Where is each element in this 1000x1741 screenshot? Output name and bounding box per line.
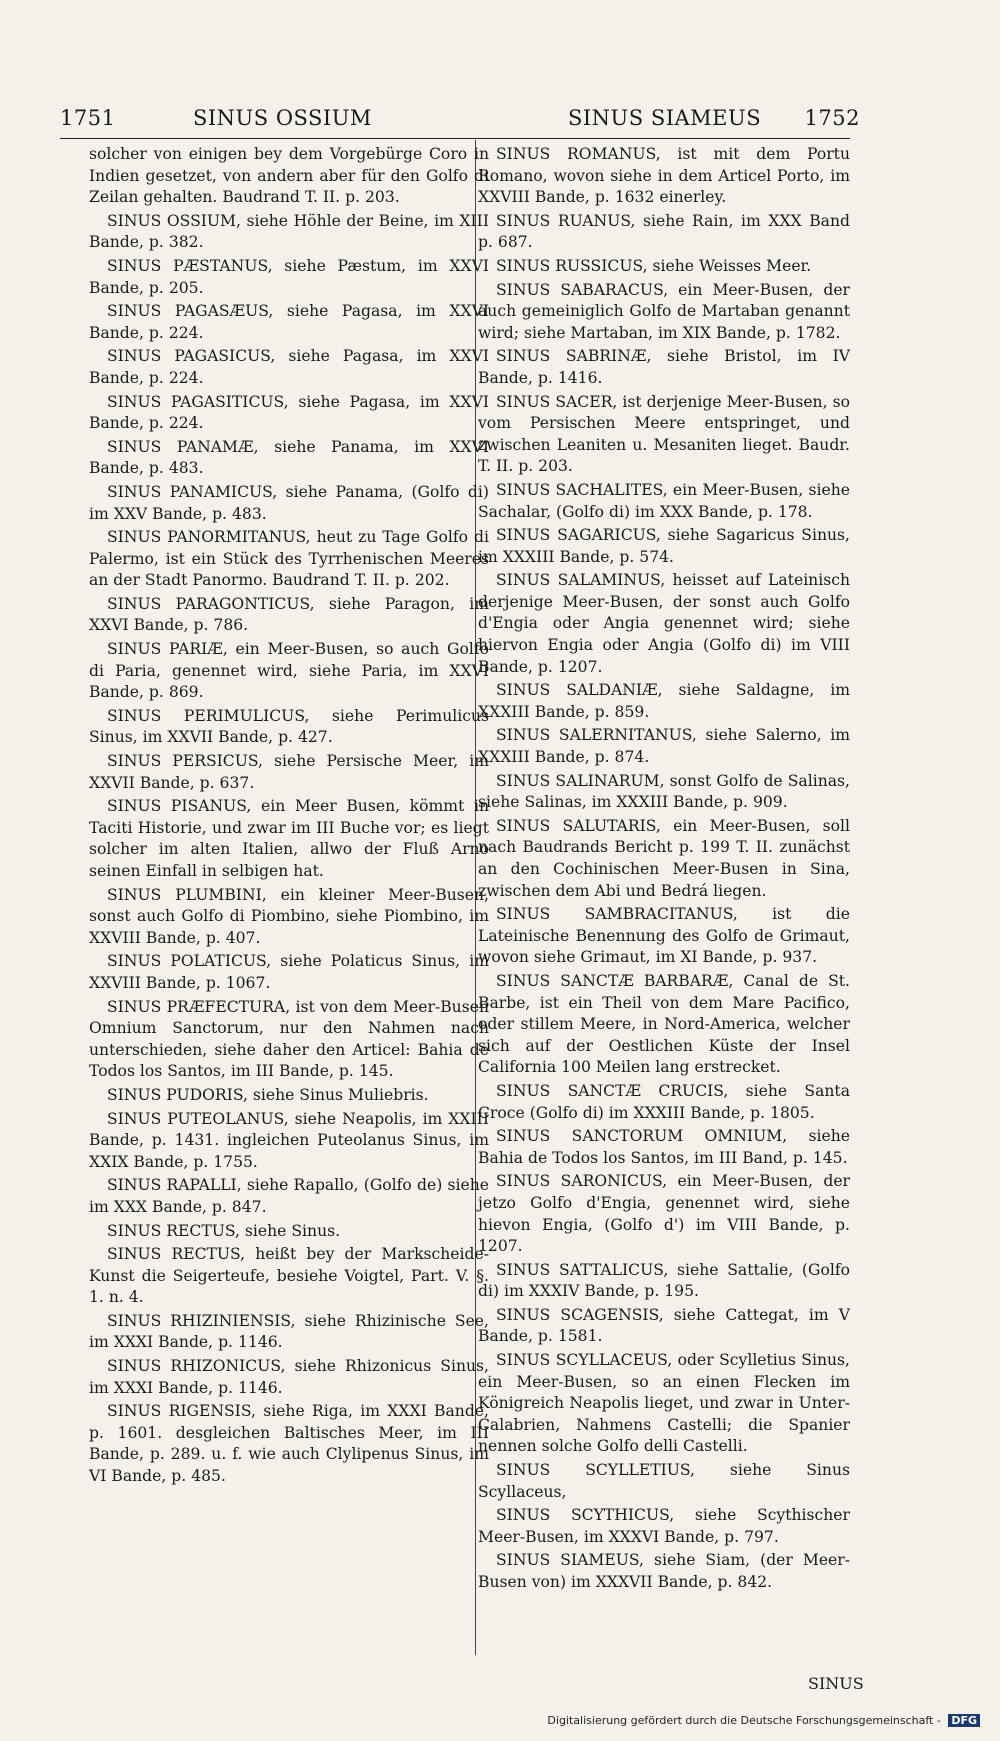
dictionary-entry: SINUS PISANUS, ein Meer Busen, kömmt in Taciti Historie, und zwar im III Buche vor; es liegt solcher im alten Italien, allwo der Fluß Arno seinen Einfall in selbigen hat. (89, 797, 489, 880)
dictionary-entry: SINUS RECTUS, siehe Sinus. (107, 1221, 341, 1240)
dictionary-entry: SINUS PAGASICUS, siehe Pagasa, im XXVI Bande, p. 224. (89, 347, 489, 387)
dictionary-entry: SINUS SCYLLACEUS, oder Scylletius Sinus, ein Meer-Busen, so an einen Flecken im Königreich Neapolis lieget, und zwar in Unter-Calabrien, Nahmens Castelli; die Spanier nennen solche Golfo delli Castelli. (478, 1351, 850, 1456)
dictionary-entry: SINUS SANCTÆ CRUCIS, siehe Santa Croce (Golfo di) im XXXIII Bande, p. 1805. (478, 1081, 850, 1122)
dictionary-entry: SINUS ROMANUS, ist mit dem Portu Romano, wovon siehe in dem Articel Porto, im XXVIII Bande, p. 1632 einerley. (478, 145, 850, 207)
dictionary-entry: SINUS PARIÆ, ein Meer-Busen, so auch Golfo di Paria, genennet wird, siehe Paria, im XXVI Bande, p. 869. (89, 640, 489, 702)
dictionary-entry: SINUS SABARACUS, ein Meer-Busen, der auch gemeiniglich Golfo de Martaban genannt wird; siehe Martaban, im XIX Bande, p. 1782. (478, 280, 850, 342)
dictionary-entry: SINUS PUDORIS, siehe Sinus Muliebris. (107, 1085, 429, 1104)
dictionary-entry: SINUS PLUMBINI, ein kleiner Meer-Busen, sonst auch Golfo di Piombino, siehe Piombino, im XXVIII Bande, p. 407. (89, 885, 489, 947)
dictionary-entry: SINUS SIAMEUS, siehe Siam, (der Meer-Busen von) im XXXVII Bande, p. 842. (478, 1551, 850, 1591)
dictionary-entry: SINUS SACHALITES, ein Meer-Busen, siehe Sachalar, (Golfo di) im XXX Bande, p. 178. (478, 480, 850, 521)
page-number-right: 1752 (804, 106, 860, 130)
dictionary-entry: SINUS POLATICUS, siehe Polaticus Sinus, im XXVIII Bande, p. 1067. (89, 952, 489, 992)
dictionary-entry: SINUS SAGARICUS, siehe Sagaricus Sinus, im XXXIII Bande, p. 574. (478, 526, 850, 566)
dictionary-entry: SINUS SALDANIÆ, siehe Saldagne, im XXXIII Bande, p. 859. (478, 681, 850, 721)
dictionary-entry: SINUS SATTALICUS, siehe Sattalie, (Golfo di) im XXXIV Bande, p. 195. (478, 1260, 850, 1301)
dictionary-entry: SINUS OSSIUM, siehe Höhle der Beine, im XIII Bande, p. 382. (89, 211, 489, 252)
dictionary-entry: SINUS PRÆFECTURA, ist von dem Meer-Busen Omnium Sanctorum, nur den Nahmen nach unterschieden, siehe daher den Articel: Bahia de Todos los Santos, im III Bande, p. 145. (89, 997, 489, 1081)
dictionary-entry: SINUS PANAMICUS, siehe Panama, (Golfo di) im XXV Bande, p. 483. (89, 482, 489, 523)
dictionary-entry: SINUS RHIZINIENSIS, siehe Rhizinische See, im XXXI Bande, p. 1146. (89, 1311, 489, 1352)
dictionary-entry: SINUS RIGENSIS, siehe Riga, im XXXI Bande, p. 1601. desgleichen Baltisches Meer, im III Bande, p. 289. u. f. wie auch Clylipenus Sinus, im VI Bande, p. 485. (89, 1402, 489, 1486)
page-header (60, 100, 860, 134)
dfg-logo: DFG (948, 1714, 980, 1727)
footer (547, 1714, 980, 1727)
dictionary-entry: SINUS SALINARUM, sonst Golfo de Salinas, siehe Salinas, im XXXIII Bande, p. 909. (478, 771, 850, 812)
header-rule (60, 138, 850, 139)
dictionary-entry: SINUS PERIMULICUS, siehe Perimulicus Sinus, im XXVII Bande, p. 427. (89, 706, 489, 747)
dictionary-entry: SINUS PANORMITANUS, heut zu Tage Golfo di Palermo, ist ein Stück des Tyrrhenischen Meeres an der Stadt Panormo. Baudrand T. II. p. 202. (89, 528, 489, 590)
right-column (478, 144, 850, 1596)
dictionary-entry: SINUS PUTEOLANUS, siehe Neapolis, im XXIII Bande, p. 1431. ingleichen Puteolanus Sinus, im XXIX Bande, p. 1755. (89, 1109, 489, 1171)
left-column (89, 144, 489, 1490)
footer-text: Digitalisierung gefördert durch die Deutsche Forschungsgemeinschaft - (547, 1714, 941, 1727)
dictionary-entry: SINUS SALAMINUS, heisset auf Lateinisch derjenige Meer-Busen, der sonst auch Golfo d'Engia oder Angia genennet wird; siehe hiervon Engia oder Angia (Golfo di) im VIII Bande, p. 1207. (478, 571, 850, 676)
dictionary-entry: SINUS SALERNITANUS, siehe Salerno, im XXXIII Bande, p. 874. (478, 726, 850, 767)
dictionary-entry: SINUS PAGASITICUS, siehe Pagasa, im XXVI Bande, p. 224. (89, 392, 489, 433)
dictionary-entry: SINUS SCAGENSIS, siehe Cattegat, im V Bande, p. 1581. (478, 1305, 850, 1346)
dictionary-entry: SINUS PARAGONTICUS, siehe Paragon, im XXVI Bande, p. 786. (89, 594, 489, 635)
running-title-left: SINUS OSSIUM (193, 106, 372, 130)
dictionary-entry: SINUS RAPALLI, siehe Rapallo, (Golfo de) siehe im XXX Bande, p. 847. (89, 1176, 489, 1216)
dictionary-entry: SINUS SACER, ist derjenige Meer-Busen, so vom Persischen Meere entspringet, und zwischen Leaniten u. Mesaniten lieget. Baudr. T. II. p. 203. (478, 392, 850, 476)
dictionary-entry: SINUS PAGASÆUS, siehe Pagasa, im XXVI Bande, p. 224. (89, 302, 489, 342)
dictionary-entry: SINUS RUSSICUS, siehe Weisses Meer. (496, 256, 812, 275)
dictionary-entry: SINUS RHIZONICUS, siehe Rhizonicus Sinus, im XXXI Bande, p. 1146. (89, 1357, 489, 1397)
dictionary-entry: SINUS SANCTORUM OMNIUM, siehe Bahia de Todos los Santos, im III Band, p. 145. (478, 1127, 850, 1167)
running-title-right: SINUS SIAMEUS (568, 106, 762, 130)
catchword: SINUS (808, 1674, 864, 1693)
dictionary-entry: SINUS SCYLLETIUS, siehe Sinus Scyllaceus, (478, 1461, 850, 1501)
dictionary-entry: SINUS PERSICUS, siehe Persische Meer, im XXVII Bande, p. 637. (89, 752, 489, 792)
dictionary-entry: SINUS PANAMÆ, siehe Panama, im XXVI Bande, p. 483. (89, 437, 489, 478)
dictionary-entry: SINUS SANCTÆ BARBARÆ, Canal de St. Barbe, ist ein Theil von dem Mare Pacifico, oder stillem Meere, in Nord-America, welcher sich auf der Oestlichen Küste der Insel California 100 Meilen lang erstrecket. (478, 971, 850, 1077)
dictionary-entry: SINUS SABRINÆ, siehe Bristol, im IV Bande, p. 1416. (478, 347, 850, 387)
dictionary-entry: SINUS SAMBRACITANUS, ist die Lateinische Benennung des Golfo de Grimaut, wovon siehe Grimaut, im XI Bande, p. 937. (478, 905, 850, 967)
dictionary-entry: SINUS SARONICUS, ein Meer-Busen, der jetzo Golfo d'Engia, genennet wird, siehe hievon Engia, (Golfo d') im VIII Bande, p. 1207. (478, 1172, 850, 1256)
page-number-left: 1751 (60, 106, 116, 130)
dictionary-entry: SINUS RUANUS, siehe Rain, im XXX Band p. 687. (478, 211, 850, 252)
dictionary-entry: solcher von einigen bey dem Vorgebürge Coro in Indien gesetzet, von andern aber für den Golfo di Zeilan gehalten. Baudrand T. II. p. 203. (89, 145, 489, 207)
dictionary-entry: SINUS SALUTARIS, ein Meer-Busen, soll nach Baudrands Bericht p. 199 T. II. zunächst an den Cochinischen Meer-Busen in Sina, zwischen dem Abi und Bedrá liegen. (478, 816, 850, 900)
dictionary-entry: SINUS SCYTHICUS, siehe Scythischer Meer-Busen, im XXXVI Bande, p. 797. (478, 1506, 850, 1546)
dictionary-entry: SINUS PÆSTANUS, siehe Pæstum, im XXVI Bande, p. 205. (89, 256, 489, 297)
dictionary-entry: SINUS RECTUS, heißt bey der Markscheide-Kunst die Seigerteufe, besiehe Voigtel, Part. V. §. 1. n. 4. (89, 1245, 489, 1307)
